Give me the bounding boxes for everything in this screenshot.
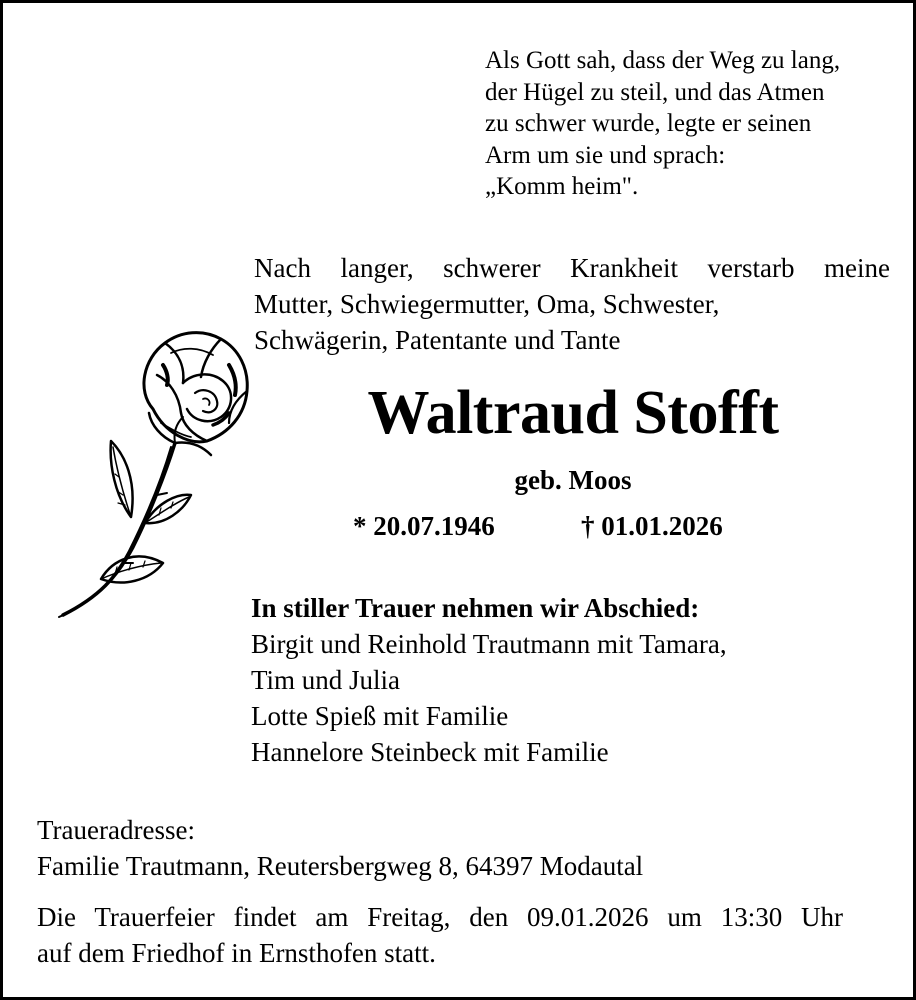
poem-line: zu schwer wurde, legte er seinen <box>485 110 812 137</box>
poem-line: „Komm heim". <box>485 173 639 200</box>
intro-line: Nach langer, schwerer Krankheit verstarb meine <box>254 253 890 283</box>
mourners-heading: In stiller Trauer nehmen wir Abschied: <box>251 593 700 623</box>
ceremony-line: auf dem Friedhof in Ernsthofen statt. <box>37 938 436 968</box>
address-label: Traueradresse: <box>37 815 195 845</box>
funeral-service-info <box>37 899 843 971</box>
deceased-name: Waltraud Stofft <box>367 379 779 447</box>
address-value: Familie Trautmann, Reutersbergweg 8, 64397 Modautal <box>37 851 644 881</box>
poem-line: Als Gott sah, dass der Weg zu lang, <box>485 47 841 74</box>
mourner-line: Birgit und Reinhold Trautmann mit Tamara, <box>251 629 727 659</box>
mourners-section <box>251 590 727 770</box>
mourner-line: Hannelore Steinbeck mit Familie <box>251 737 609 767</box>
birth-date: * 20.07.1946 <box>353 511 495 541</box>
mourner-line: Lotte Spieß mit Familie <box>251 701 509 731</box>
poem-line: Arm um sie und sprach: <box>485 141 726 169</box>
rose-icon <box>53 325 253 620</box>
mourning-address <box>37 812 643 884</box>
poem-line: der Hügel zu steil, und das Atmen <box>485 78 825 106</box>
intro-line: Mutter, Schwiegermutter, Oma, Schwester, <box>254 289 720 319</box>
intro-line: Schwägerin, Patentante und Tante <box>254 325 621 355</box>
mourner-line: Tim und Julia <box>251 665 401 695</box>
death-date: † 01.01.2026 <box>581 511 723 541</box>
ceremony-line: Die Trauerfeier findet am Freitag, den 09.01.2026 um 13:30 Uhr <box>37 902 843 932</box>
maiden-name: geb. Moos <box>514 465 632 495</box>
death-announcement-text <box>254 250 890 358</box>
poem <box>485 45 840 203</box>
